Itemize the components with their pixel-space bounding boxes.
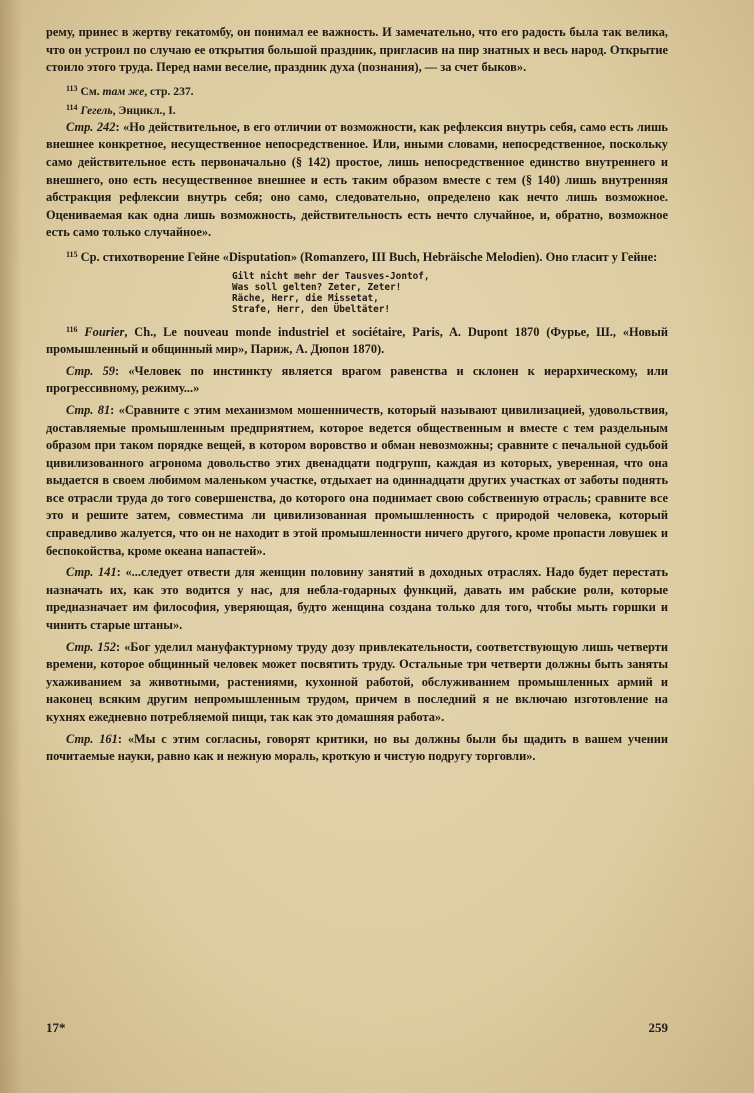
quote-text: : «...следует отвести для женщин половину занятий в доходных отраслях. Надо будет перестать назначать их, как это водится у нас, для небла-годарных функций, давать им рабские роли, которые предназначает им философия, уверяющая, будто женщина создана только для того, чтобы мыть горшки и чинить старые штаны». xyxy=(46,565,669,633)
quote-page-141 xyxy=(46,564,668,634)
footnote-text: , Энцикл., I. xyxy=(112,103,176,117)
quote-page-59 xyxy=(46,363,668,398)
quote-page-161 xyxy=(46,731,668,766)
footnote-114 xyxy=(46,100,668,119)
quote-text: : «Сравните с этим механизмом мошенничеств, который называют цивилизацией, удовольствия, доставляемые промышленным предприятием, которое ведется общественным и вместе с тем раздельным образом при таком порядке вещей, в котором воровство и обман невозможны; сравните с печальной судьбой цивилизованного агронома довольство этих двенадцати подгрупп, каждая из которых, уверенная, что она выдается в своем любимом маленьком участке, отдыхает на одиннадцати других участках от заботы поднять все отрасли труда до того совершенства, до которого она поднимает свою собственную отрасль; сравните все это и решите затем, совместима ли цивилизованная промышленность с природой человека, который справедливо жалуется, что он не находит в этой промышленности ничего другого, кроме пропасти ловушек и беспокойства, кроме океана напастей». xyxy=(46,402,669,558)
footnote-number: 113 xyxy=(66,83,78,93)
printer-signature: 17* xyxy=(46,1020,66,1035)
quote-page-152 xyxy=(46,639,668,727)
poem-line: Räche, Herr, die Missetat, xyxy=(232,292,379,304)
poem-quote xyxy=(232,271,668,315)
footnote-text: , Ch., Le nouveau monde industriel et sociétaire, Paris, A. Dupont 1870 (Фурье, Ш., «Новый промышленный и общинный мир», Париж, А. Дюпон 1870). xyxy=(46,324,668,357)
footnote-number: 114 xyxy=(66,102,78,112)
page-ref: Стр. 242 xyxy=(66,119,116,134)
footnote-text: См. xyxy=(80,84,103,98)
paragraph-continuation: рему, принес в жертву гекатомбу, он понимал ее важность. И замечательно, что его радость была так велика, что он устроил по случаю ее открытия большой праздник, пригласив на пир знатных и весь народ. Открытие стоило этого труда. Перед нами веселие, праздник духа (познания), — за счет быков». xyxy=(46,25,668,75)
footnote-italic: там же xyxy=(102,84,145,98)
quote-text: : «Но действительное, в его отличии от возможности, как рефлексия внутрь себя, само есть лишь внешнее конкретное, несущественное непосредственное. Или, иными словами, непосредственное, поскольку само действительное есть первоначально (§ 142) простое, лишь непосредственное единство внутреннего и внешнего, оно есть несущественное внешнее и есть таким образом вместе с тем (§ 140) лишь внутренняя абстракция рефлексии внутрь себя; оно само, следовательно, определено как нечто лишь возможное. Оцениваемая как одна лишь возможность, действительность есть нечто случайное, и, обратно, возможное есть само только случайное». xyxy=(46,119,668,240)
quote-text: : «Бог уделил мануфактурному труду дозу привлекательности, соответствующую лишь четверти времени, которое общинный человек может посвятить труду. Остальные три четверти должны быть заняты ухаживанием за животными, растениями, кухонной работой, обслуживанием промышленных армий и наконец всяким другим непромышленным трудом, причем в последний я не включаю изготовление на кухнях ежедневно потребляемой пищи, так как это домашняя работа». xyxy=(46,639,668,724)
quote-text: : «Мы с этим согласны, говорят критики, но вы должны были бы щадить в вашем учении почитаемые науки, равно как и нежную мораль, кроткую и чистую подругу торговли». xyxy=(46,731,668,764)
footnote-116 xyxy=(46,321,668,359)
quote-page-81 xyxy=(46,402,668,560)
page-ref: Стр. 81 xyxy=(66,402,111,417)
footnote-text: Ср. стихотворение Гейне «Disputation» (Romanzero, III Buch, Hebräische Melodien). Оно гласит у Гейне: xyxy=(80,249,658,264)
page-number: 259 xyxy=(648,1020,668,1035)
page-ref: Стр. 161 xyxy=(66,731,118,746)
poem-line: Was soll gelten? Zeter, Zeter! xyxy=(232,281,402,293)
footnote-text: , стр. 237. xyxy=(144,84,194,98)
page-ref: Стр. 152 xyxy=(66,639,116,654)
page-ref: Стр. 141 xyxy=(66,565,117,580)
footnote-115 xyxy=(46,246,668,267)
poem-line: Gilt nicht mehr der Tausves-Jontof, xyxy=(232,270,430,282)
footnote-113 xyxy=(46,81,668,100)
footnote-number: 115 xyxy=(66,249,78,259)
footnote-author: Гегель xyxy=(80,103,113,117)
page-ref: Стр. 59 xyxy=(66,363,115,378)
quote-text: : «Человек по инстинкту является врагом равенства и склонен к иерархическому, или прогрессивному, режиму...» xyxy=(46,363,668,396)
footnote-number: 116 xyxy=(66,324,78,334)
poem-line: Strafe, Herr, den Übeltäter! xyxy=(232,303,391,315)
footnote-author: Fourier xyxy=(84,324,125,339)
quote-page-242 xyxy=(46,119,668,242)
